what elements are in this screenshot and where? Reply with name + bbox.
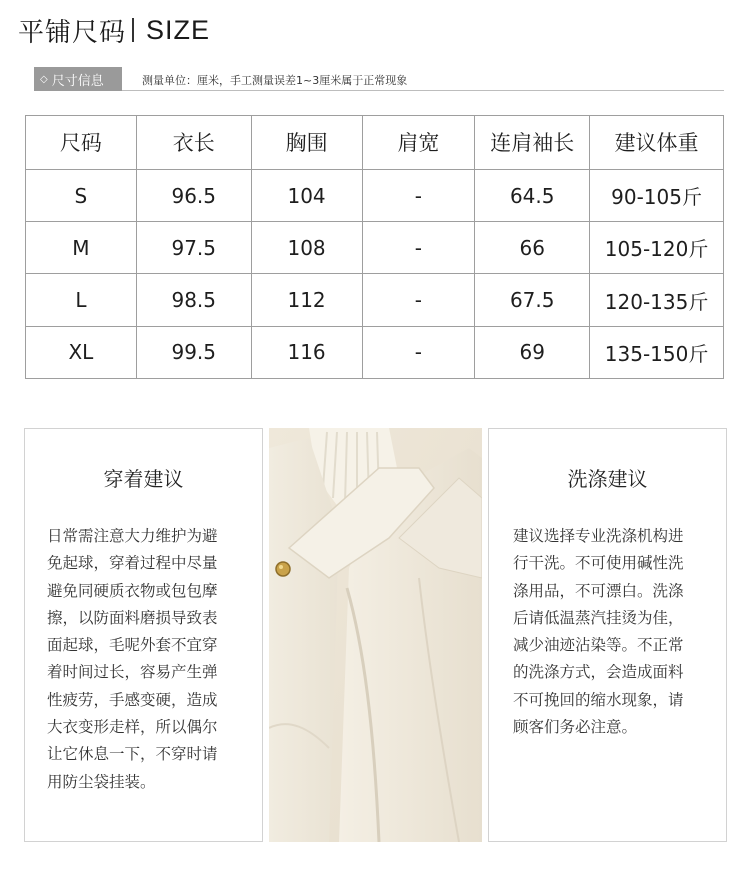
header-cell-sleeve: 连肩袖长 [475, 116, 590, 170]
header-cell-chest: 胸围 [251, 116, 362, 170]
table-cell: 135-150斤 [590, 326, 724, 378]
table-cell: - [362, 169, 475, 221]
table-cell: - [362, 222, 475, 274]
table-header-row [26, 116, 724, 170]
text-line: 着时间过长，容易产生弹 [47, 663, 218, 682]
text-line: 让它休息一下，不穿时请 [47, 745, 218, 764]
table-cell: 96.5 [136, 169, 251, 221]
table-row [26, 274, 724, 326]
table-cell: 97.5 [136, 222, 251, 274]
table-cell: 120-135斤 [590, 274, 724, 326]
size-table [25, 115, 724, 379]
diamond-icon: ◇ [40, 73, 48, 85]
coat-closeup-image [269, 428, 482, 842]
table-cell: L [26, 274, 137, 326]
page-title [18, 12, 210, 48]
header-cell-weight: 建议体重 [590, 116, 724, 170]
coat-illustration [269, 428, 482, 842]
text-line: 后请低温蒸汽挂烫为佳， [513, 608, 684, 627]
text-line: 面起球，毛呢外套不宜穿 [47, 636, 218, 655]
title-english: SIZE [146, 14, 211, 45]
text-line: 不可挽回的缩水现象，请 [513, 690, 684, 709]
button-icon [276, 562, 290, 576]
table-cell: 116 [251, 326, 362, 378]
size-info-bar [34, 67, 724, 91]
table-cell: M [26, 222, 137, 274]
text-line: 免起球，穿着过程中尽量 [47, 554, 218, 573]
divider [122, 90, 724, 91]
text-line: 避免同硬质衣物或包包摩 [47, 581, 218, 600]
table-row [26, 326, 724, 378]
text-line: 行干洗。不可使用碱性洗 [513, 554, 684, 573]
wash-advice-card [488, 428, 727, 842]
wear-advice-text [47, 523, 248, 796]
text-line: 用防尘袋挂装。 [47, 772, 156, 791]
table-cell: - [362, 326, 475, 378]
table-cell: - [362, 274, 475, 326]
table-cell: XL [26, 326, 137, 378]
table-cell: 66 [475, 222, 590, 274]
table-cell: 104 [251, 169, 362, 221]
table-cell: 69 [475, 326, 590, 378]
size-info-label: 尺寸信息 [51, 73, 104, 89]
text-line: 大衣变形走样，所以偶尔 [47, 718, 218, 737]
header-cell-size: 尺码 [26, 116, 137, 170]
text-line: 日常需注意大力维护为避 [47, 527, 218, 545]
text-line: 涤用品，不可漂白。洗涤 [513, 581, 684, 600]
text-line: 的洗涤方式，会造成面料 [513, 663, 684, 682]
measurement-note: 测量单位：厘米，手工测量误差1~3厘米属于正常现象 [142, 74, 408, 87]
text-line: 顾客们务必注意。 [513, 718, 638, 737]
title-chinese: 平铺尺码 [18, 17, 127, 48]
table-row [26, 169, 724, 221]
table-cell: 105-120斤 [590, 222, 724, 274]
table-cell: 90-105斤 [590, 169, 724, 221]
table-cell: 64.5 [475, 169, 590, 221]
table-cell: 67.5 [475, 274, 590, 326]
size-info-tag [34, 67, 122, 91]
wear-advice-title: 穿着建议 [103, 467, 184, 491]
table-cell: 112 [251, 274, 362, 326]
title-divider [132, 18, 134, 42]
table-cell: 98.5 [136, 274, 251, 326]
table-cell: 99.5 [136, 326, 251, 378]
wash-advice-title: 洗涤建议 [567, 467, 648, 491]
text-line: 减少油迹沾染等。不正常 [513, 636, 684, 655]
table-cell: 108 [251, 222, 362, 274]
header-cell-shoulder: 肩宽 [362, 116, 475, 170]
text-line: 性疲劳，手感变硬，造成 [47, 690, 218, 709]
wear-advice-card [24, 428, 263, 842]
table-row [26, 222, 724, 274]
wash-advice-text [513, 523, 712, 741]
table-cell: S [26, 169, 137, 221]
header-cell-length: 衣长 [136, 116, 251, 170]
text-line: 建议选择专业洗涤机构进 [513, 527, 684, 545]
text-line: 擦，以防面料磨损导致表 [47, 608, 218, 627]
